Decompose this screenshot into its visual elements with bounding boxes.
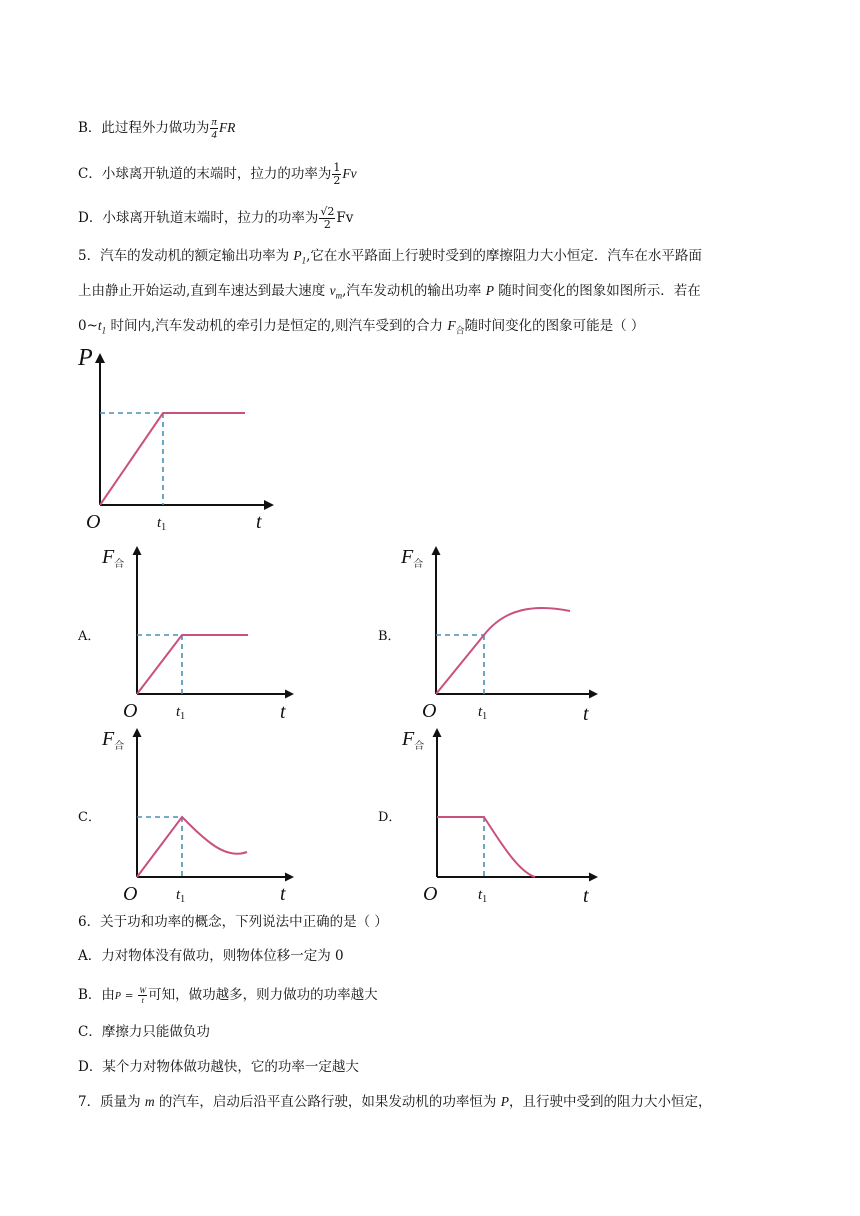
option-d-origin: O bbox=[423, 883, 438, 905]
q5-stem-line1: 5．汽车的发动机的额定输出功率为 $P_1$,它在水平路面上行驶时受到的摩擦阻力大小恒定．汽车在水平路面 bbox=[78, 248, 702, 266]
tick-label: $t_1$ bbox=[157, 515, 167, 533]
option-c-x-label: t bbox=[280, 883, 286, 905]
option-a-tick: $t_1$ bbox=[176, 704, 186, 722]
option-a-curve bbox=[137, 635, 248, 694]
option-c-y-label: $F_合$ bbox=[102, 728, 125, 752]
option-d-graph bbox=[401, 728, 596, 907]
option-a-y-label: $F_合$ bbox=[102, 546, 125, 570]
option-b-x-label: t bbox=[583, 703, 589, 725]
fraction: $\frac{1}{2}$ bbox=[333, 161, 341, 187]
option-b-tick: $t_1$ bbox=[478, 704, 488, 722]
option-b-graph bbox=[400, 546, 596, 725]
option-a-graph bbox=[101, 546, 292, 723]
option-d-tick: $t_1$ bbox=[478, 887, 488, 905]
x-axis-label: t bbox=[256, 511, 262, 533]
option-d-label: D． bbox=[378, 810, 402, 825]
q6-option-c: C．摩擦力只能做负功 bbox=[78, 1024, 210, 1040]
option-b-curve bbox=[436, 608, 570, 694]
option-d-y-label: $F_合$ bbox=[402, 728, 425, 752]
q5-stem-line2: 上由静止开始运动,直到车速达到最大速度 $v_m$,汽车发动机的输出功率 P 随时间变化的图象如图所示．若在 bbox=[78, 283, 701, 301]
q7-stem: 7．质量为 m 的汽车，启动后沿平直公路行驶，如果发动机的功率恒为 P，且行驶中受到的阻力大小恒定， bbox=[78, 1094, 712, 1110]
option-c-graph bbox=[101, 728, 292, 905]
option-c-origin: O bbox=[123, 883, 138, 905]
origin-label: O bbox=[86, 511, 101, 533]
option-c-tick: $t_1$ bbox=[176, 887, 186, 905]
option-d-curve bbox=[437, 817, 535, 877]
option-a-origin: O bbox=[123, 700, 138, 722]
q4-option-b: B．此过程外力做功为 $\frac{\pi}{4}$ FR bbox=[78, 116, 236, 141]
y-axis-label: P bbox=[78, 345, 93, 371]
q4-option-c: C．小球离开轨道的末端时，拉力的功率为 $\frac{1}{2}$ Fv bbox=[78, 161, 357, 187]
fraction: $\frac{√2}{2}$ bbox=[320, 205, 335, 231]
q6-option-a: A．力对物体没有做功，则物体位移一定为 0 bbox=[78, 948, 344, 964]
fraction: $\frac{W}{t}$ bbox=[139, 986, 147, 1005]
option-c-label: C． bbox=[78, 810, 101, 825]
option-d-x-label: t bbox=[583, 885, 589, 907]
option-b-label: B． bbox=[378, 629, 401, 644]
option-b-y-label: $F_合$ bbox=[401, 546, 424, 570]
q4-option-d: D．小球离开轨道末端时，拉力的功率为 $\frac{√2}{2}$ Fv bbox=[78, 205, 354, 231]
q6-stem: 6．关于功和功率的概念，下列说法中正确的是（ ） bbox=[78, 914, 388, 930]
fraction: $\frac{\pi}{4}$ bbox=[211, 116, 217, 141]
option-a-x-label: t bbox=[280, 701, 286, 723]
q5-stem-line3: $0\sim t_1$ 时间内,汽车发动机的牵引力是恒定的,则汽车受到的合力 $F_合$随时间变化的图象可能是（ ） bbox=[78, 318, 645, 337]
option-b-origin: O bbox=[422, 700, 437, 722]
q6-option-d: D．某个力对物体做功越快，它的功率一定越大 bbox=[78, 1059, 359, 1075]
option-a-label: A． bbox=[78, 629, 101, 644]
option-c-curve bbox=[137, 817, 247, 877]
q6-option-b: B．由P = $\frac{W}{t}$ 可知，做功越多，则力做功的功率越大 bbox=[78, 986, 378, 1005]
